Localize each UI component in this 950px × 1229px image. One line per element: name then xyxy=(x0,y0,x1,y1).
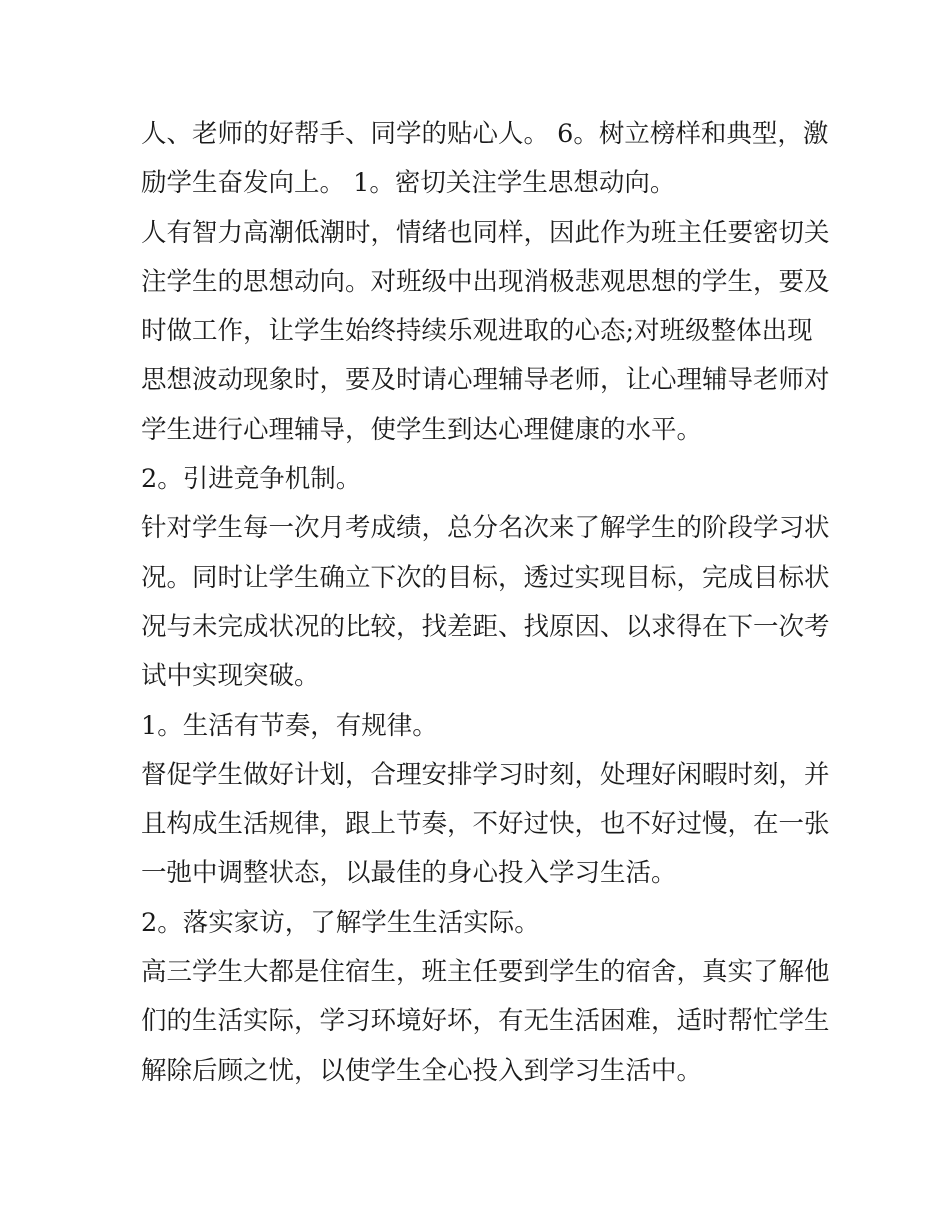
text-line: 试中实现突破。 xyxy=(141,661,320,692)
text-line: 一弛中调整状态，以最佳的身心投入学习生活。 xyxy=(141,858,677,889)
document-body xyxy=(141,110,830,1096)
text-line: 思想波动现象时，要及时请心理辅导老师，让心理辅导老师对 xyxy=(141,365,830,396)
text-line: 注学生的思想动向。对班级中出现消极悲观思想的学生，要及 xyxy=(141,266,830,297)
text-line: 且构成生活规律，跟上节奏，不好过快，也不好过慢，在一张 xyxy=(141,809,830,840)
text-line: 况。同时让学生确立下次的目标，透过实现目标，完成目标状 xyxy=(141,562,830,593)
text-line: 高三学生大都是住宿生，班主任要到学生的宿舍，真实了解他 xyxy=(141,957,830,988)
text-line: 督促学生做好计划，合理安排学习时刻，处理好闲暇时刻，并 xyxy=(141,759,830,790)
section-heading: 2。引进竞争机制。 xyxy=(141,464,362,495)
text-line: 励学生奋发向上。 1。密切关注学生思想动向。 xyxy=(141,168,676,199)
text-line: 人、老师的好帮手、同学的贴心人。 6。树立榜样和典型，激 xyxy=(141,119,829,149)
section-heading: 1。生活有节奏，有规律。 xyxy=(141,710,438,741)
text-line: 人有智力高潮低潮时，情绪也同样，因此作为班主任要密切关 xyxy=(141,217,830,248)
text-line: 们的生活实际，学习环境好坏，有无生活困难，适时帮忙学生 xyxy=(141,1006,830,1037)
text-line: 针对学生每一次月考成绩，总分名次来了解学生的阶段学习状 xyxy=(141,513,830,544)
text-line: 时做工作，让学生始终持续乐观进取的心态;对班级整体出现 xyxy=(141,316,813,347)
section-heading: 2。落实家访，了解学生生活实际。 xyxy=(141,907,540,938)
text-line: 解除后顾之忧，以使学生全心投入到学习生活中。 xyxy=(141,1055,703,1086)
text-line: 学生进行心理辅导，使学生到达心理健康的水平。 xyxy=(141,414,703,445)
text-line: 况与未完成状况的比较，找差距、找原因、以求得在下一次考 xyxy=(141,611,830,642)
